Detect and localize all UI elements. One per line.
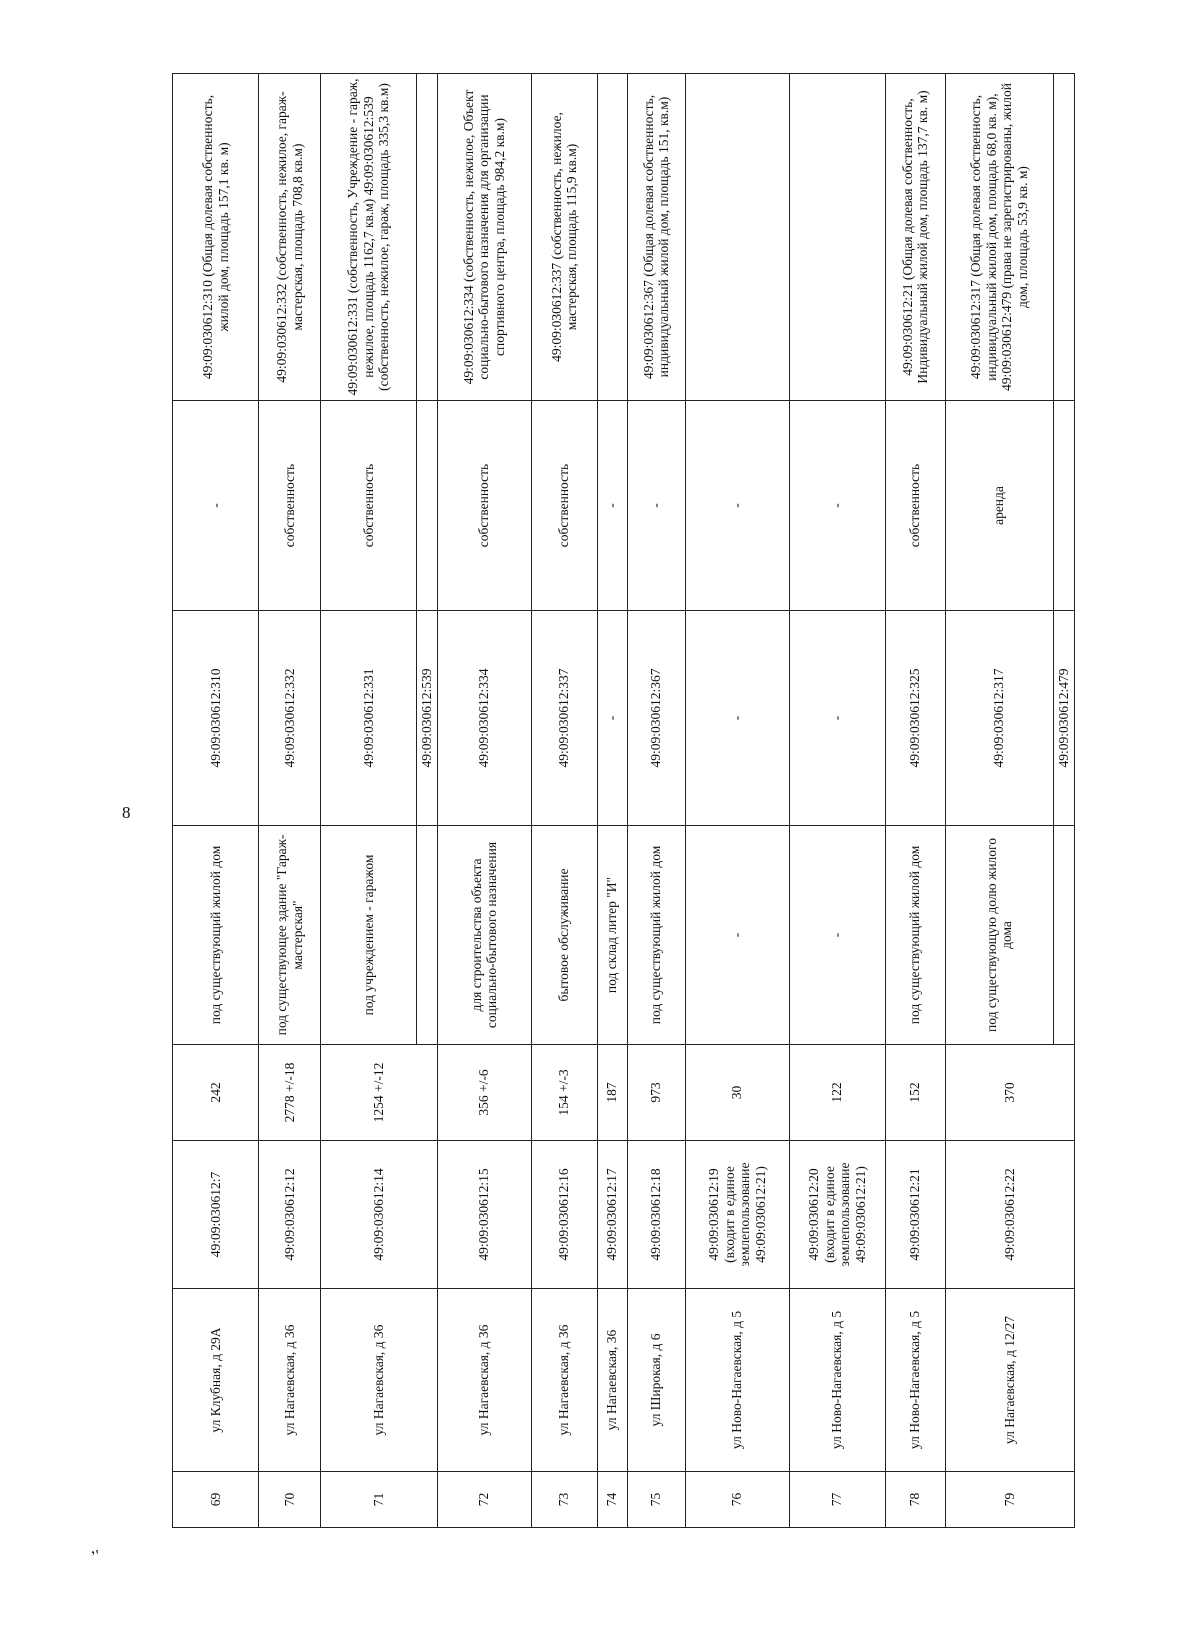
cadastral-number-cell: 49:09:030612:14	[321, 1141, 438, 1289]
building-number-cell: 49:09:030612:367	[627, 611, 685, 826]
building-number-cell: 49:09:030612:310	[173, 611, 259, 826]
permitted-use-cell: под существующее здание "Гараж-мастерская"	[259, 826, 321, 1045]
building-info-cell: 49:09:030612:331 (собственность, Учреждение - гараж, нежилое, площадь 1162,7 кв.м) 49:09:030612:539 (собственность, нежилое, гараж, площадь 335,3 кв.м)	[321, 74, 417, 401]
row-number: 79	[945, 1472, 1074, 1528]
building-info-cell: 49:09:030612:310 (Общая долевая собственность, жилой дом, площадь 157,1 кв. м)	[173, 74, 259, 401]
building-info-cell	[597, 74, 627, 401]
address-cell: ул Нагаевская, д 36	[321, 1289, 438, 1472]
right-type-cell: собственность	[885, 401, 945, 611]
cadastral-number-cell: 49:09:030612:15	[437, 1141, 531, 1289]
row-number: 77	[789, 1472, 885, 1528]
building-number-cell: -	[597, 611, 627, 826]
area-cell: 30	[685, 1045, 789, 1141]
cadastral-number-cell: 49:09:030612:22	[945, 1141, 1074, 1289]
building-number-cell: 49:09:030612:325	[885, 611, 945, 826]
table-row	[945, 74, 1053, 1528]
building-info-cell: 49:09:030612:332 (собственность, нежилое, гараж-мастерская, площадь 708,8 кв.м)	[259, 74, 321, 401]
cadastral-number-cell: 49:09:030612:16	[531, 1141, 597, 1289]
table-row	[789, 74, 885, 1528]
row-number: 75	[627, 1472, 685, 1528]
table-row	[321, 74, 417, 1528]
row-number: 69	[173, 1472, 259, 1528]
address-cell: ул Клубная, д 29А	[173, 1289, 259, 1472]
area-cell: 973	[627, 1045, 685, 1141]
row-number: 78	[885, 1472, 945, 1528]
area-cell: 122	[789, 1045, 885, 1141]
area-cell: 187	[597, 1045, 627, 1141]
land-plots-table	[172, 73, 1075, 1528]
table-row	[627, 74, 685, 1528]
building-number-cell: -	[685, 611, 789, 826]
cadastral-number-cell: 49:09:030612:21	[885, 1141, 945, 1289]
stray-mark: ’′	[89, 1547, 104, 1567]
permitted-use-cell: под существующий жилой дом	[173, 826, 259, 1045]
building-number-cell: 49:09:030612:539	[417, 611, 438, 826]
building-info-cell: 49:09:030612:334 (собственность, нежилое, Объект социально-бытового назначения для организации спортивного центра, площадь 984,2 кв.м)	[437, 74, 531, 401]
right-type-cell: -	[627, 401, 685, 611]
right-type-cell: -	[685, 401, 789, 611]
cadastral-number-cell: 49:09:030612:12	[259, 1141, 321, 1289]
building-number-cell: 49:09:030612:337	[531, 611, 597, 826]
address-cell: ул Нагаевская, д 36	[259, 1289, 321, 1472]
row-number: 70	[259, 1472, 321, 1528]
right-type-cell: -	[597, 401, 627, 611]
permitted-use-cell: под существующий жилой дом	[627, 826, 685, 1045]
right-type-cell	[1053, 401, 1074, 611]
right-type-cell: аренда	[945, 401, 1053, 611]
table-row	[173, 74, 259, 1528]
building-number-cell: 49:09:030612:479	[1053, 611, 1074, 826]
table-row	[685, 74, 789, 1528]
address-cell: ул Ново-Нагаевская, д 5	[685, 1289, 789, 1472]
area-cell: 370	[945, 1045, 1074, 1141]
rotated-table-container	[172, 74, 1071, 1528]
cadastral-number-cell: 49:09:030612:7	[173, 1141, 259, 1289]
row-number: 76	[685, 1472, 789, 1528]
building-info-cell: 49:09:030612:337 (собственность, нежилое, мастерская, площадь 115,9 кв.м)	[531, 74, 597, 401]
building-info-cell: 49:09:030612:21 (Общая долевая собственность, Индивидуальный жилой дом, площадь 137,7 кв. м)	[885, 74, 945, 401]
permitted-use-cell: под существующую долю жилого дома	[945, 826, 1053, 1045]
area-cell: 356 +/-6	[437, 1045, 531, 1141]
permitted-use-cell: под учреждением - гаражом	[321, 826, 417, 1045]
cadastral-number-cell: 49:09:030612:18	[627, 1141, 685, 1289]
building-number-cell: -	[789, 611, 885, 826]
page-number: 8	[122, 803, 131, 822]
building-info-cell	[417, 74, 438, 401]
cadastral-number-cell: 49:09:030612:20 (входит в единое землепользование 49:09:030612:21)	[789, 1141, 885, 1289]
permitted-use-cell: под склад литер "И"	[597, 826, 627, 1045]
address-cell: ул Ново-Нагаевская, д 5	[885, 1289, 945, 1472]
address-cell: ул Нагаевская, д 36	[437, 1289, 531, 1472]
permitted-use-cell	[1053, 826, 1074, 1045]
area-cell: 242	[173, 1045, 259, 1141]
area-cell: 1254 +/-12	[321, 1045, 438, 1141]
row-number: 72	[437, 1472, 531, 1528]
permitted-use-cell: бытовое обслуживание	[531, 826, 597, 1045]
address-cell: ул Нагаевская, 36	[597, 1289, 627, 1472]
table-row	[531, 74, 597, 1528]
area-cell: 154 +/-3	[531, 1045, 597, 1141]
address-cell: ул Нагаевская, д 12/27	[945, 1289, 1074, 1472]
cadastral-number-cell: 49:09:030612:19 (входит в единое землепользование 49:09:030612:21)	[685, 1141, 789, 1289]
address-cell: ул Ново-Нагаевская, д 5	[789, 1289, 885, 1472]
building-info-cell	[1053, 74, 1074, 401]
table-row	[437, 74, 531, 1528]
address-cell: ул Широкая, д 6	[627, 1289, 685, 1472]
area-cell: 2778 +/-18	[259, 1045, 321, 1141]
right-type-cell: собственность	[531, 401, 597, 611]
right-type-cell: -	[173, 401, 259, 611]
right-type-cell: собственность	[259, 401, 321, 611]
right-type-cell	[417, 401, 438, 611]
building-number-cell: 49:09:030612:331	[321, 611, 417, 826]
building-number-cell: 49:09:030612:317	[945, 611, 1053, 826]
permitted-use-cell	[417, 826, 438, 1045]
permitted-use-cell: -	[685, 826, 789, 1045]
building-info-cell: 49:09:030612:317 (Общая долевая собственность, индивидуальный жилой дом, площадь 68,0 кв. м), 49:09:030612:479 (права не зарегистрированы, жилой дом, площадь 53,9 кв. м)	[945, 74, 1053, 401]
row-number: 74	[597, 1472, 627, 1528]
permitted-use-cell: под существующий жилой дом	[885, 826, 945, 1045]
right-type-cell: собственность	[321, 401, 417, 611]
row-number: 71	[321, 1472, 438, 1528]
cadastral-number-cell: 49:09:030612:17	[597, 1141, 627, 1289]
address-cell: ул Нагаевская, д 36	[531, 1289, 597, 1472]
table-row	[259, 74, 321, 1528]
table-row	[885, 74, 945, 1528]
permitted-use-cell: -	[789, 826, 885, 1045]
area-cell: 152	[885, 1045, 945, 1141]
building-info-cell: 49:09:030612:367 (Общая долевая собственность, индивидуальный жилой дом, площадь 151, кв.м)	[627, 74, 685, 401]
table-row	[597, 74, 627, 1528]
right-type-cell: -	[789, 401, 885, 611]
row-number: 73	[531, 1472, 597, 1528]
building-number-cell: 49:09:030612:332	[259, 611, 321, 826]
building-info-cell	[685, 74, 789, 401]
building-number-cell: 49:09:030612:334	[437, 611, 531, 826]
building-info-cell	[789, 74, 885, 401]
permitted-use-cell: для строительства объекта социально-бытового назначения	[437, 826, 531, 1045]
right-type-cell: собственность	[437, 401, 531, 611]
